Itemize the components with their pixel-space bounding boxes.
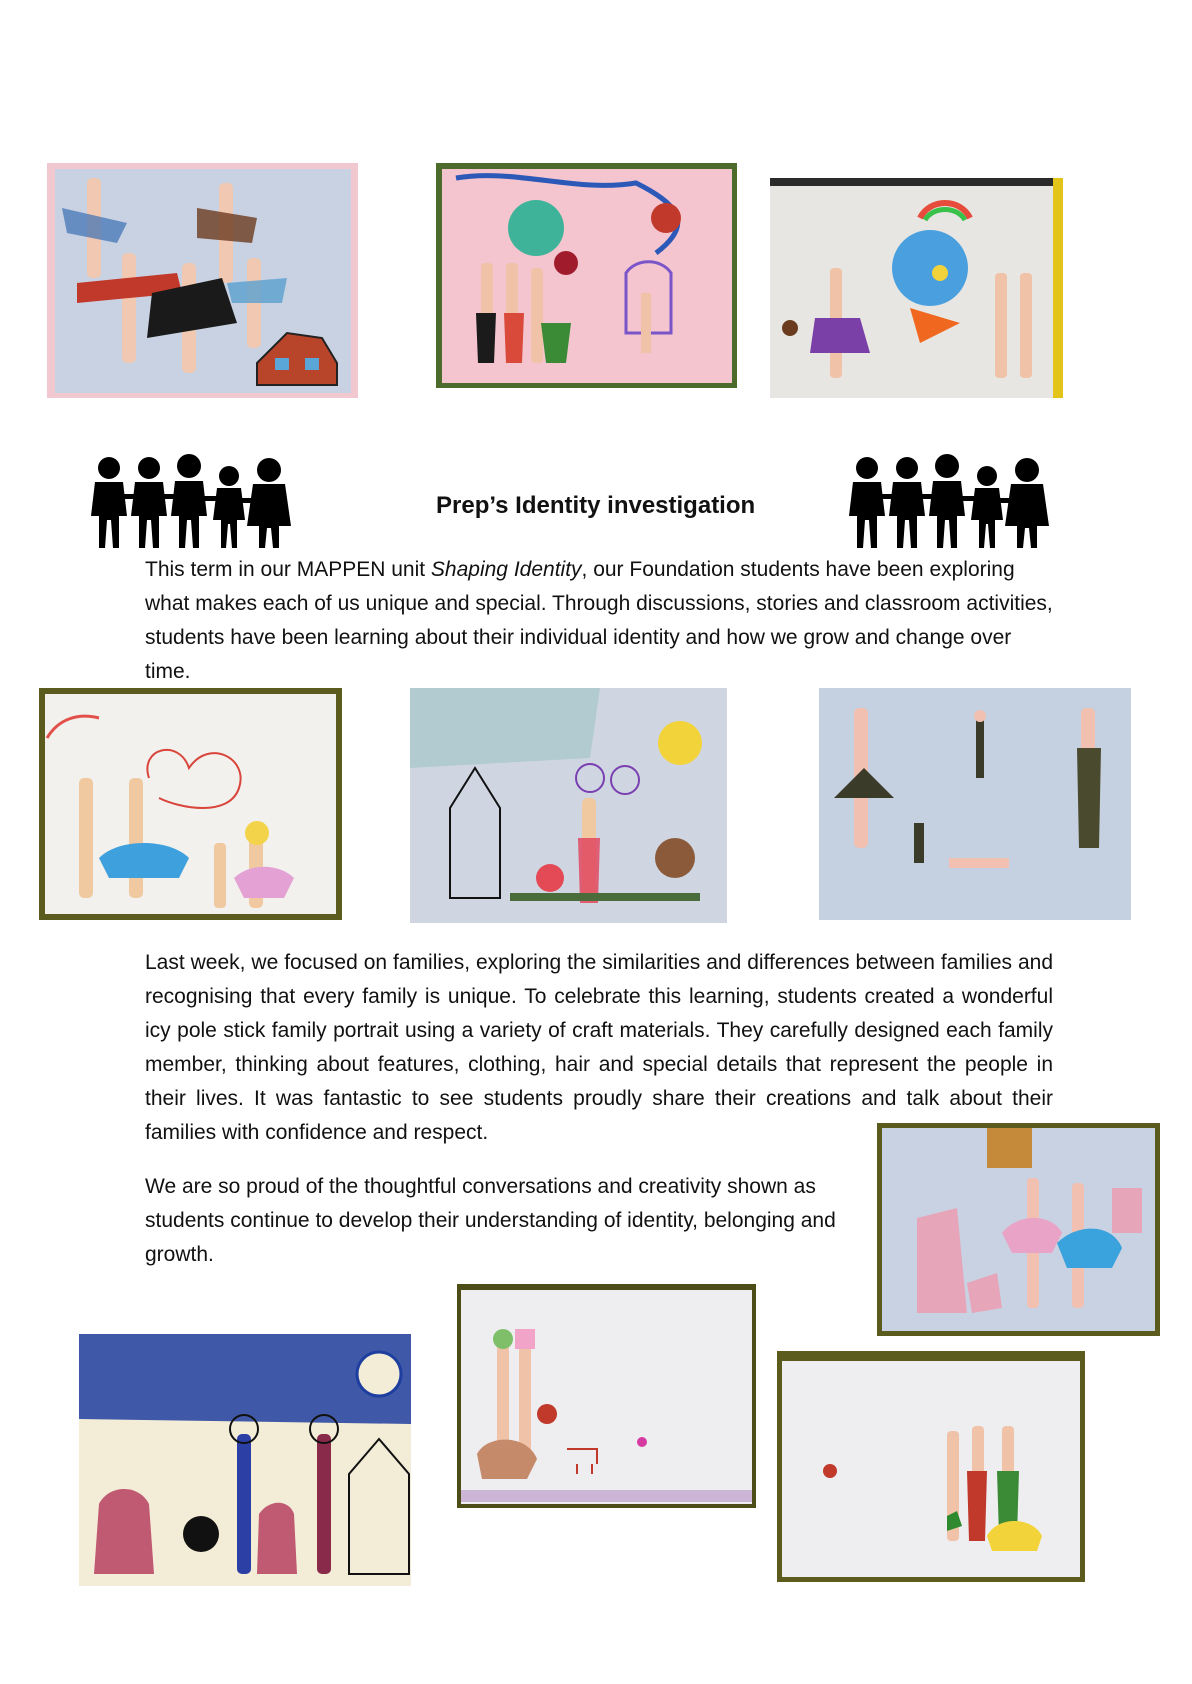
intro-text-end: , our Foundation students have been exploring what makes each of us unique and special. Through discussions, stories and classroom activities, students have been learning about their individual identity and how we grow and change over time.: [145, 558, 1053, 683]
intro-paragraph: [145, 553, 1053, 689]
intro-text-start: This term in our MAPPEN unit: [145, 558, 431, 581]
artwork-photo-5: [410, 688, 727, 923]
artwork-photo-10: [777, 1351, 1085, 1582]
artwork-photo-2: [436, 163, 737, 388]
children-silhouette-icon-right: [847, 454, 1052, 550]
artwork-photo-8: [79, 1334, 411, 1586]
artwork-photo-4: [39, 688, 342, 920]
artwork-photo-7: [877, 1123, 1160, 1336]
closing-paragraph: We are so proud of the thoughtful conversations and creativity shown as students continue to develop their understanding of identity, belonging and growth.: [145, 1175, 836, 1266]
artwork-photo-9: [457, 1284, 756, 1508]
artwork-photo-1: [47, 163, 358, 398]
page-title: Prep’s Identity investigation: [436, 492, 756, 519]
families-paragraph: Last week, we focused on families, exploring the similarities and differences between families and recognising that every family is unique. To celebrate this learning, students created a wonderful icy pole stick family portrait using a variety of craft materials. They carefully designed each family member, thinking about features, clothing, hair and special details that represent the people in their lives. It was fantastic to see students proudly share their creations and talk about their families with confidence and respect.: [145, 951, 1053, 1144]
children-silhouette-icon-left: [89, 454, 294, 550]
artwork-photo-6: [819, 688, 1131, 920]
unit-name: Shaping Identity: [430, 558, 582, 581]
artwork-photo-3: [770, 178, 1063, 398]
